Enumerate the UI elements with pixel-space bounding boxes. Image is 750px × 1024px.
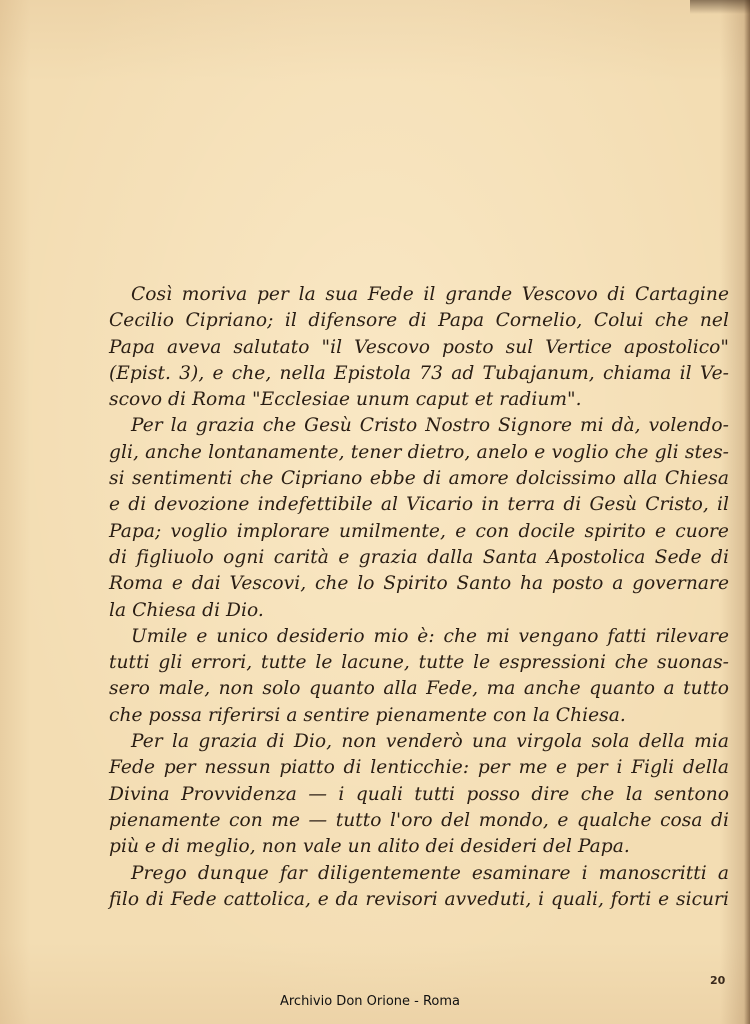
text-line: pienamente con me — tutto l'oro del mondo, e qualche cosa di (109, 809, 729, 831)
text-line: Prego dunque far diligentemente esaminare i manoscritti a (131, 862, 729, 884)
text-line: Così moriva per la sua Fede il grande Vescovo di Cartagine (131, 284, 729, 305)
text-line: si sentimenti che Cipriano ebbe di amore dolcissimo alla Chiesa (109, 468, 729, 490)
text-line: filo di Fede cattolica, e da revisori avveduti, i quali, forti e sicuri (109, 888, 729, 910)
body-text (109, 282, 729, 913)
text-line: Cecilio Cipriano; il difensore di Papa Cornelio, Colui che nel (109, 310, 729, 332)
text-line: (Epist. 3), e che, nella Epistola 73 ad Tubajanum, chiama il Ve- (109, 362, 729, 384)
text-line: Per la grazia di Dio, non venderò una virgola sola della mia (131, 731, 729, 753)
text-line: scovo di Roma "Ecclesiae unum caput et radium". (109, 389, 582, 411)
archive-watermark: Archivio Don Orione - Roma (279, 994, 461, 1009)
text-line: la Chiesa di Dio. (109, 599, 264, 621)
text-line: sero male, non solo quanto alla Fede, ma anche quanto a tutto (109, 678, 729, 700)
text-line: più e di meglio, non vale un alito dei desideri del Papa. (109, 836, 630, 858)
text-line: Fede per nessun piatto di lenticchie: per me e per i Figli della (109, 757, 729, 779)
page-edge-shadow (744, 0, 750, 1024)
text-line: che possa riferirsi a sentire pienamente con la Chiesa. (109, 704, 626, 726)
text-line: Umile e unico desiderio mio è: che mi vengano fatti rilevare (131, 625, 729, 647)
text-line: Per la grazia che Gesù Cristo Nostro Signore mi dà, volendo- (131, 415, 729, 437)
text-line: Divina Provvidenza — i quali tutti posso dire che la sentono (109, 783, 729, 805)
text-line: Roma e dai Vescovi, che lo Spirito Santo ha posto a governare (109, 573, 729, 595)
text-line: di figliuolo ogni carità e grazia dalla Santa Apostolica Sede di (109, 546, 729, 568)
text-line: Papa aveva salutato "il Vescovo posto sul Vertice apostolico" (109, 336, 729, 358)
text-line: gli, anche lontanamente, tener dietro, anelo e voglio che gli stes- (109, 441, 729, 463)
text-line: Papa; voglio implorare umilmente, e con docile spirito e cuore (109, 520, 729, 542)
text-line: tutti gli errori, tutte le lacune, tutte le espressioni che suonas- (109, 652, 729, 674)
text-line: e di devozione indefettibile al Vicario in terra di Gesù Cristo, il (109, 494, 729, 516)
page-corner-shadow (690, 0, 750, 14)
page-number: 20 (710, 974, 726, 987)
